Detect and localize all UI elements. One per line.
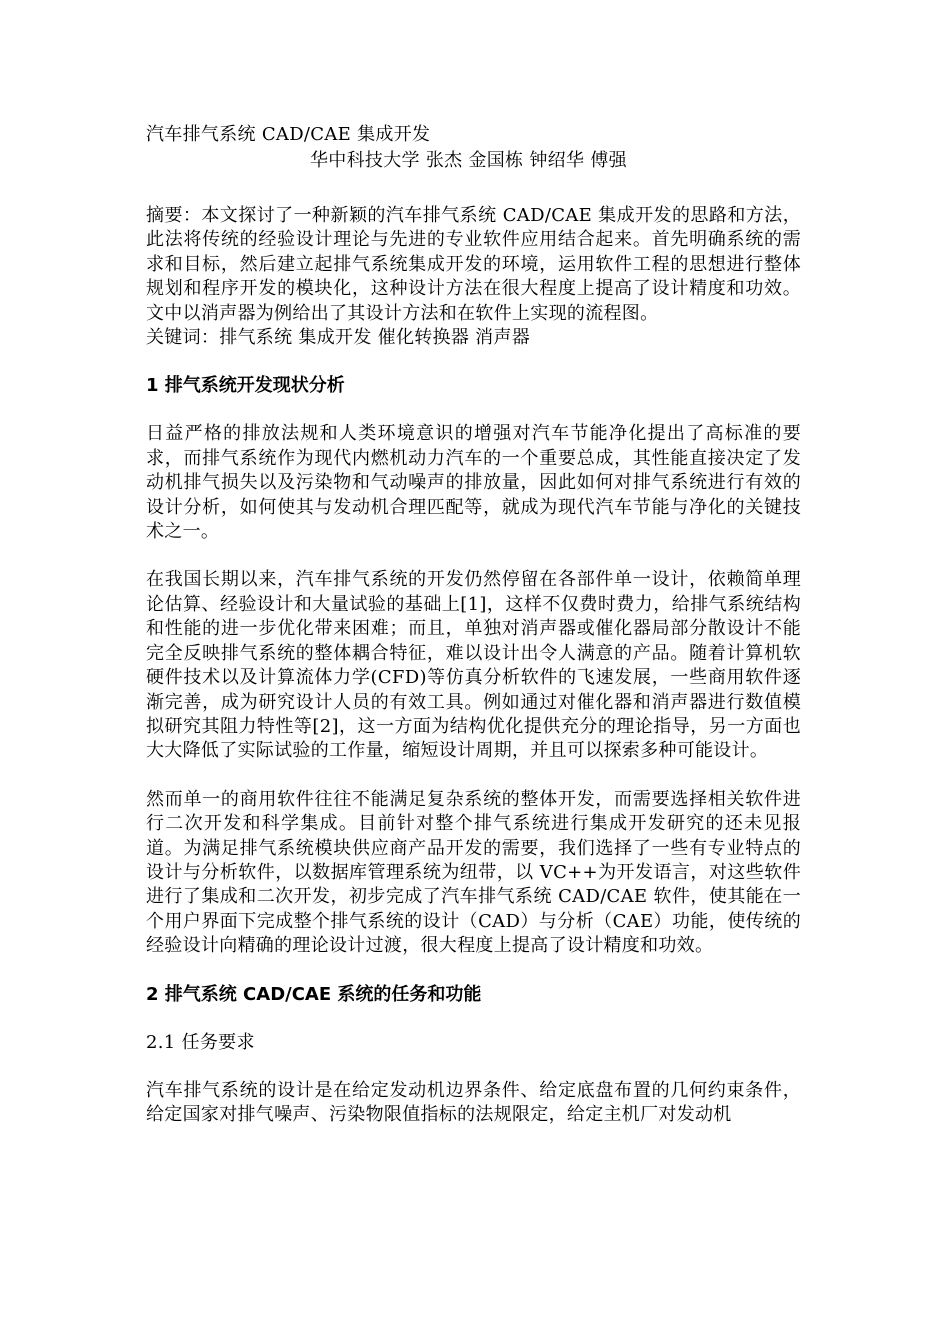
section-1-paragraph-3: 然而单一的商用软件往往不能满足复杂系统的整体开发，而需要选择相关软件进行二次开发和科学集成。目前针对整个排气系统进行集成开发研究的还未见报道。为满足排气系统模块供应商产品开发的需要，我们选择了一些有专业特点的设计与分析软件，以数据库管理系统为纽带，以 VC++为开发语言，对这些软件进行了集成和二次开发，初步完成了汽车排气系统 CAD/CAE 软件，使其能在一个用户界面下完成整个排气系统的设计（CAD）与分析（CAE）功能，使传统的经验设计向精确的理论设计过渡，很大程度上提高了设计精度和功效。: [146, 788, 801, 957]
section-1-paragraph-2: 在我国长期以来，汽车排气系统的开发仍然停留在各部件单一设计，依赖简单理论估算、经验设计和大量试验的基础上[1]，这样不仅费时费力，给排气系统结构和性能的进一步优化带来困难；而且，单独对消声器或催化器局部分散设计不能完全反映排气系统的整体耦合特征，难以设计出令人满意的产品。随着计算机软硬件技术以及计算流体力学(CFD)等仿真分析软件的飞速发展，一些商用软件逐渐完善，成为研究设计人员的有效工具。例如通过对催化器和消声器进行数值模拟研究其阻力特性等[2]，这一方面为结构优化提供充分的理论指导，另一方面也大大降低了实际试验的工作量，缩短设计周期，并且可以探索多种可能设计。: [146, 569, 801, 762]
section-1-paragraph-1: 日益严格的排放法规和人类环境意识的增强对汽车节能净化提出了高标准的要求，而排气系统作为现代内燃机动力汽车的一个重要总成，其性能直接决定了发动机排气损失以及污染物和气动噪声的排放量，因此如何对排气系统进行有效的设计分析，如何使其与发动机合理匹配等，就成为现代汽车节能与净化的关键技术之一。: [146, 423, 801, 543]
document-title: 汽车排气系统 CAD/CAE 集成开发: [146, 124, 431, 145]
section-2-heading: 2 排气系统 CAD/CAE 系统的任务和功能: [146, 983, 482, 1005]
keywords-text: 关键词：排气系统 集成开发 催化转换器 消声器: [146, 327, 531, 349]
document-authors: 华中科技大学 张杰 金国栋 钟绍华 傅强: [310, 150, 627, 171]
document-page: [146, 122, 801, 1127]
section-1-heading: 1 排气系统开发现状分析: [146, 375, 345, 397]
section-2-1-paragraph: 汽车排气系统的设计是在给定发动机边界条件、给定底盘布置的几何约束条件，给定国家对排气噪声、污染物限值指标的法规限定，给定主机厂对发动机: [146, 1079, 801, 1125]
section-2-1-heading: 2.1 任务要求: [146, 1031, 255, 1053]
abstract-text: 摘要：本文探讨了一种新颖的汽车排气系统 CAD/CAE 集成开发的思路和方法，此法将传统的经验设计理论与先进的专业软件应用结合起来。首先明确系统的需求和目标，然后建立起排气系统集成开发的环境，运用软件工程的思想进行整体规划和程序开发的模块化，这种设计方法在很大程度上提高了设计精度和功效。文中以消声器为例给出了其设计方法和在软件上实现的流程图。: [146, 205, 801, 324]
